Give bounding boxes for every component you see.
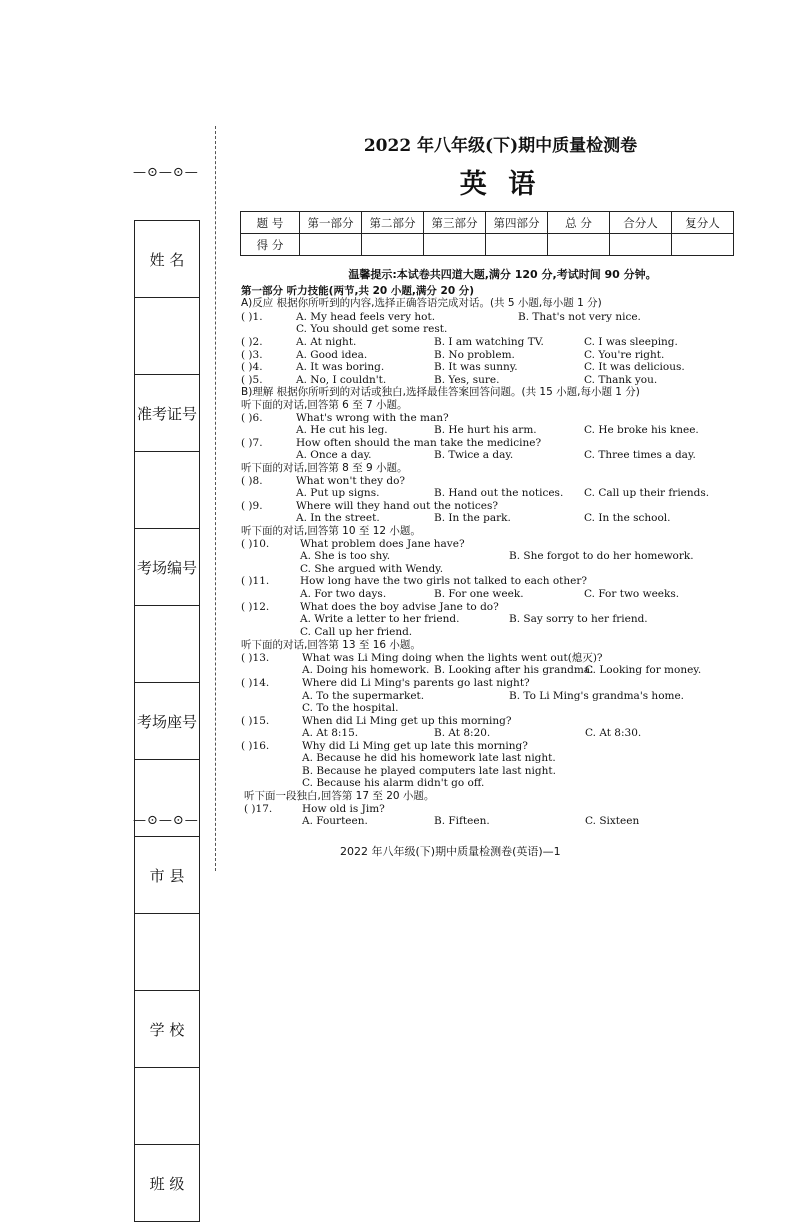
q1-option-a: A. My head feels very hot. (296, 311, 436, 323)
page-footer: 2022 年八年级(下)期中质量检测卷(英语)—1 (340, 845, 561, 858)
seat-number-field[interactable] (135, 760, 199, 837)
q4-option-b: B. It was sunny. (434, 361, 518, 373)
q17-option-c: C. Sixteen (585, 815, 640, 827)
score-header-cell: 第三部分 (424, 212, 486, 234)
q12-number: ( )12. (241, 601, 270, 613)
q16-option-b: B. Because he played computers late last night. (302, 765, 556, 777)
score-header-cell: 合分人 (610, 212, 672, 234)
q9-number: ( )9. (241, 500, 263, 512)
q5-option-c: C. Thank you. (584, 374, 658, 386)
q5-number: ( )5. (241, 374, 263, 386)
exam-tip: 温馨提示:本试卷共四道大题,满分 120 分,考试时间 90 分钟。 (348, 268, 657, 281)
subject-title: 英 语 (459, 169, 542, 200)
q15-stem: When did Li Ming get up this morning? (302, 715, 512, 727)
q3-option-a: A. Good idea. (296, 349, 368, 361)
q1-option-c: C. You should get some rest. (296, 323, 448, 335)
score-input-cell[interactable] (300, 234, 362, 256)
name-field[interactable] (135, 298, 199, 375)
q3-option-c: C. You're right. (584, 349, 665, 361)
q9-stem: Where will they hand out the notices? (296, 500, 498, 512)
q14-option-b: B. To Li Ming's grandma's home. (509, 690, 685, 702)
score-input-cell[interactable] (424, 234, 486, 256)
score-input-cell[interactable] (486, 234, 548, 256)
binding-dashed-line (215, 126, 216, 871)
q12-option-c: C. Call up her friend. (300, 626, 413, 638)
score-input-cell[interactable] (362, 234, 424, 256)
q15-option-b: B. At 8:20. (434, 727, 491, 739)
q5-option-a: A. No, I couldn't. (296, 374, 387, 386)
q8-number: ( )8. (241, 475, 263, 487)
exam-id-label: 准考证号 (135, 375, 199, 452)
score-input-cell[interactable] (548, 234, 610, 256)
exam-id-field[interactable] (135, 452, 199, 529)
score-input-cell[interactable] (672, 234, 734, 256)
q16-number: ( )16. (241, 740, 270, 752)
city-county-field[interactable] (135, 914, 199, 991)
score-input-cell[interactable] (610, 234, 672, 256)
seat-number-label: 考场座号 (135, 683, 199, 760)
score-header-cell: 总 分 (548, 212, 610, 234)
q7-option-a: A. Once a day. (296, 449, 372, 461)
q17-number: ( )17. (244, 803, 273, 815)
q6-option-c: C. He broke his knee. (584, 424, 699, 436)
score-row-label: 得 分 (241, 234, 300, 256)
q2-option-c: C. I was sleeping. (584, 336, 678, 348)
q6-option-a: A. He cut his leg. (296, 424, 388, 436)
listen-13-16: 听下面的对话,回答第 13 至 16 小题。 (241, 639, 421, 651)
q17-stem: How old is Jim? (302, 803, 385, 815)
q12-stem: What does the boy advise Jane to do? (300, 601, 499, 613)
q6-number: ( )6. (241, 412, 263, 424)
class-label: 班 级 (149, 1174, 185, 1193)
q4-number: ( )4. (241, 361, 263, 373)
q11-stem: How long have the two girls not talked to each other? (300, 575, 588, 587)
name-label: 姓 名 (135, 221, 199, 298)
q12-option-b: B. Say sorry to her friend. (509, 613, 648, 625)
binding-mark-bottom: —⊙—⊙— (133, 813, 199, 828)
room-number-field[interactable] (135, 606, 199, 683)
q13-option-a: A. Doing his homework. (302, 664, 430, 676)
room-number-label: 考场编号 (135, 529, 199, 606)
binding-mark-top: —⊙—⊙— (133, 165, 199, 180)
listen-6-7: 听下面的对话,回答第 6 至 7 小题。 (241, 399, 408, 411)
city-county-label: 市 县 (135, 837, 199, 914)
q16-option-a: A. Because he did his homework late last night. (302, 752, 556, 764)
student-info-table (134, 220, 200, 1222)
q17-option-b: B. Fifteen. (434, 815, 490, 827)
q10-number: ( )10. (241, 538, 270, 550)
q6-option-b: B. He hurt his arm. (434, 424, 537, 436)
q13-option-c: C. Looking for money. (585, 664, 702, 676)
q1-option-b: B. That's not very nice. (518, 311, 641, 323)
q2-option-b: B. I am watching TV. (434, 336, 544, 348)
q4-option-a: A. It was boring. (296, 361, 385, 373)
q7-option-b: B. Twice a day. (434, 449, 514, 461)
sectionA-instruction: A)反应 根据你所听到的内容,选择正确答语完成对话。(共 5 小题,每小题 1 分) (241, 297, 602, 309)
part1-heading: 第一部分 听力技能(两节,共 20 小题,满分 20 分) (241, 285, 475, 297)
listen-17-20: 听下面一段独白,回答第 17 至 20 小题。 (244, 790, 435, 802)
score-header-cell: 复分人 (672, 212, 734, 234)
q11-option-b: B. For one week. (434, 588, 524, 600)
q14-option-c: C. To the hospital. (302, 702, 399, 714)
q9-option-c: C. In the school. (584, 512, 671, 524)
q8-stem: What won't they do? (296, 475, 406, 487)
q8-option-b: B. Hand out the notices. (434, 487, 564, 499)
q12-option-a: A. Write a letter to her friend. (300, 613, 460, 625)
q16-stem: Why did Li Ming get up late this morning? (302, 740, 528, 752)
score-header-cell: 第一部分 (300, 212, 362, 234)
score-table (240, 211, 734, 256)
score-header-cell: 题 号 (241, 212, 300, 234)
q8-option-a: A. Put up signs. (296, 487, 380, 499)
q10-option-c: C. She argued with Wendy. (300, 563, 444, 575)
score-header-cell: 第二部分 (362, 212, 424, 234)
q6-stem: What's wrong with the man? (296, 412, 449, 424)
q3-option-b: B. No problem. (434, 349, 515, 361)
school-field[interactable] (135, 1068, 199, 1145)
q7-stem: How often should the man take the medicine? (296, 437, 542, 449)
q2-option-a: A. At night. (296, 336, 357, 348)
listen-10-12: 听下面的对话,回答第 10 至 12 小题。 (241, 525, 421, 537)
q1-number: ( )1. (241, 311, 263, 323)
q17-option-a: A. Fourteen. (302, 815, 368, 827)
exam-title: 2022 年八年级(下)期中质量检测卷 (363, 136, 638, 156)
q11-option-c: C. For two weeks. (584, 588, 680, 600)
q10-option-a: A. She is too shy. (300, 550, 391, 562)
q15-option-a: A. At 8:15. (302, 727, 359, 739)
sectionB-instruction: B)理解 根据你所听到的对话或独白,选择最佳答案回答问题。(共 15 小题,每小题 1 分) (241, 386, 640, 398)
q7-option-c: C. Three times a day. (584, 449, 696, 461)
q3-number: ( )3. (241, 349, 263, 361)
q7-number: ( )7. (241, 437, 263, 449)
q11-number: ( )11. (241, 575, 270, 587)
q2-number: ( )2. (241, 336, 263, 348)
q11-option-a: A. For two days. (300, 588, 387, 600)
q13-stem: What was Li Ming doing when the lights went out(熄灭)? (302, 652, 603, 664)
listen-8-9: 听下面的对话,回答第 8 至 9 小题。 (241, 462, 408, 474)
q8-option-c: C. Call up their friends. (584, 487, 710, 499)
q9-option-b: B. In the park. (434, 512, 511, 524)
q15-option-c: C. At 8:30. (585, 727, 642, 739)
q10-option-b: B. She forgot to do her homework. (509, 550, 694, 562)
q13-number: ( )13. (241, 652, 270, 664)
q9-option-a: A. In the street. (296, 512, 380, 524)
school-label: 学 校 (135, 991, 199, 1068)
score-header-cell: 第四部分 (486, 212, 548, 234)
q14-stem: Where did Li Ming's parents go last night? (302, 677, 530, 689)
q14-number: ( )14. (241, 677, 270, 689)
q15-number: ( )15. (241, 715, 270, 727)
q16-option-c: C. Because his alarm didn't go off. (302, 777, 485, 789)
q13-option-b: B. Looking after his grandma. (434, 664, 594, 676)
q5-option-b: B. Yes, sure. (434, 374, 500, 386)
q4-option-c: C. It was delicious. (584, 361, 685, 373)
q14-option-a: A. To the supermarket. (302, 690, 425, 702)
q10-stem: What problem does Jane have? (300, 538, 465, 550)
